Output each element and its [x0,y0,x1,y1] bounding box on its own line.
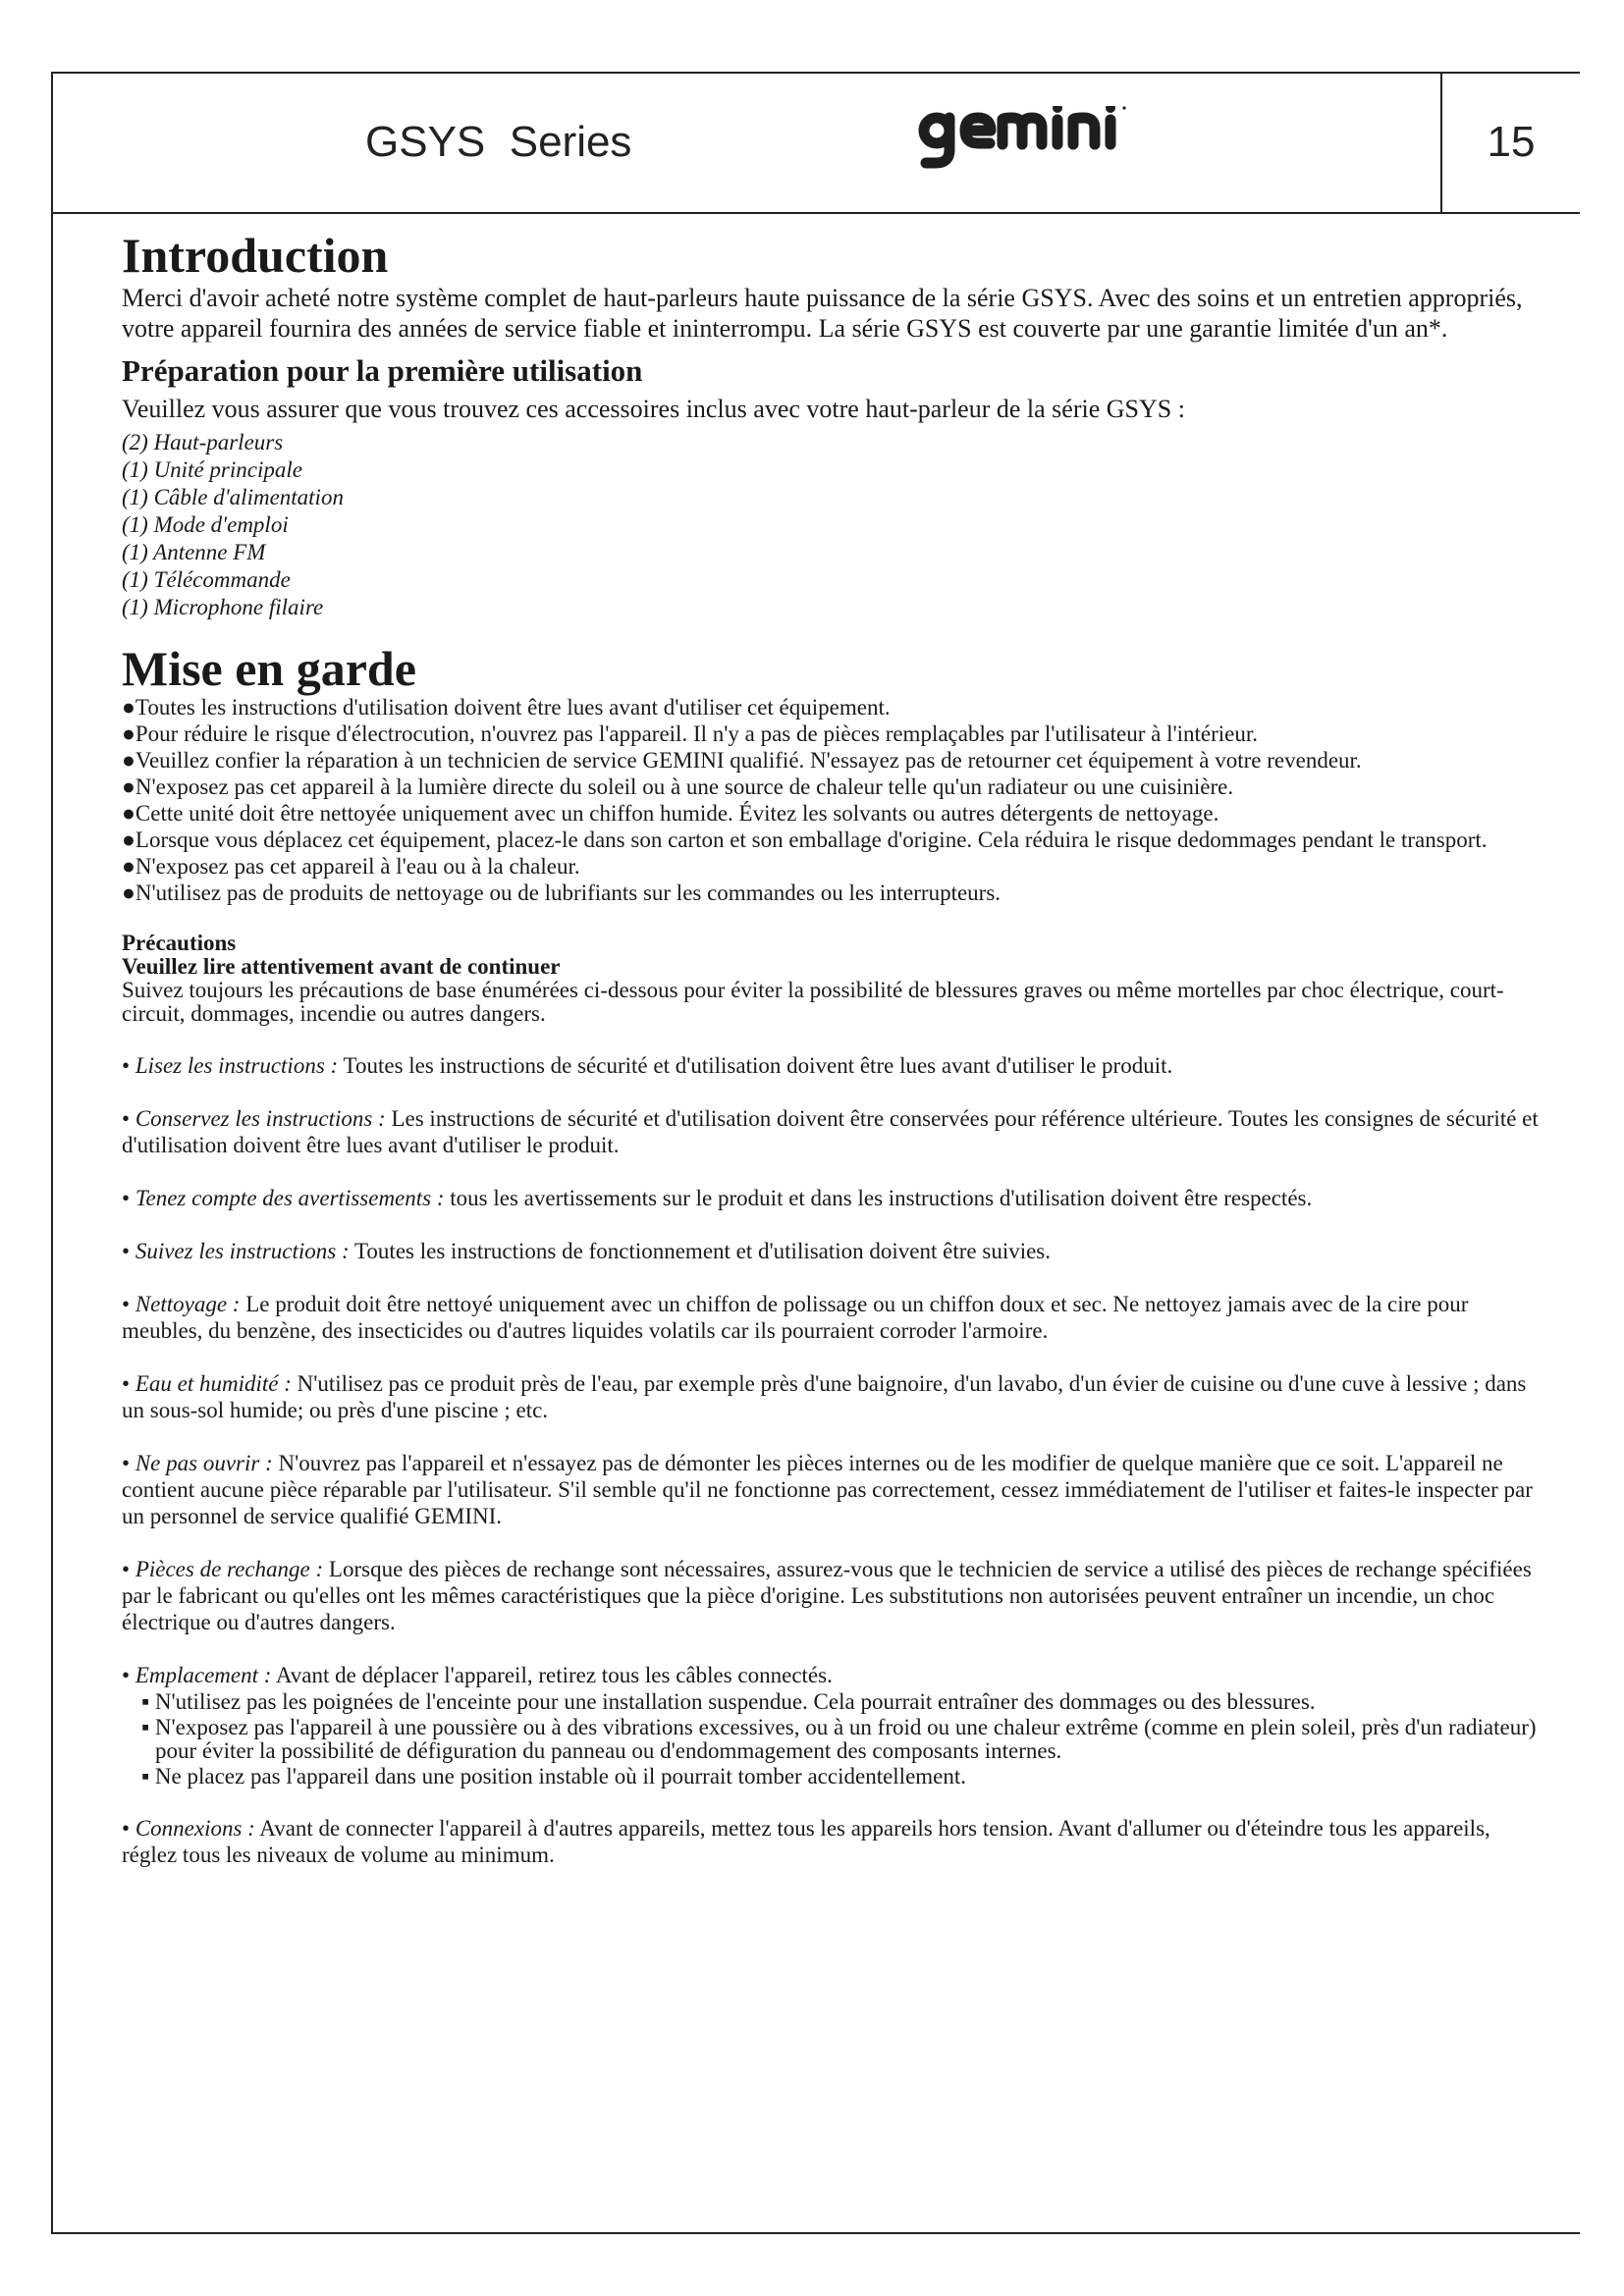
warning-list [122,696,1545,905]
safety-item [122,1450,1545,1529]
list-item: (1) Câble d'alimentation [122,485,344,510]
page-frame-bottom [51,2232,1580,2234]
safety-item [122,1105,1545,1158]
safety-term: Pièces de rechange : [135,1557,324,1582]
list-item: ▪ Ne placez pas l'appareil dans une position instable où il pourrait tomber accidentellement. [141,1764,967,1789]
safety-text: Le produit doit être nettoyé uniquement avec un chiffon de polissage ou un chiffon doux et sec. Ne nettoyez jamais avec de la cire pour meubles, du benzène, des insecticides ou d'autres liquides volatils car ils pourraient corroder l'armoire. [122,1292,1469,1344]
list-item: ●N'utilisez pas de produits de nettoyage ou de lubrifiants sur les commandes ou les interrupteurs. [122,881,1001,906]
safety-text: N'utilisez pas ce produit près de l'eau, par exemple près d'une baignoire, d'un lavabo, d'un évier de cuisine ou d'une cuve à lessive ; dans un sous-sol humide; ou près d'une piscine ; etc. [122,1371,1527,1423]
safety-text: Lorsque des pièces de rechange sont nécessaires, assurez-vous que le technicien de service a utilisé des pièces de rechange spécifiées par le fabricant ou qu'elles ont les mêmes caractéristiques que la pièce d'origine. Les substitutions non autorisées peuvent entraîner un incendie, un choc électrique ou d'autres dangers. [122,1557,1532,1635]
safety-item [122,1556,1545,1635]
list-item: ●N'exposez pas cet appareil à l'eau ou à la chaleur. [122,854,580,880]
safety-item [122,1052,1545,1079]
list-item: ●Lorsque vous déplacez cet équipement, placez-le dans son carton et son emballage d'origine. Cela réduira le risque dedommages pendant le transport. [122,828,1488,853]
gemini-logo [916,106,1171,184]
safety-term: Ne pas ouvrir : [135,1451,273,1476]
safety-term: Connexions : [135,1816,255,1842]
introduction-text: Merci d'avoir acheté notre système complet de haut-parleurs haute puissance de la série GSYS. Avec des soins et un entretien appropriés, votre appareil fournira des années de service fiable et ininterrompu. La série GSYS est couverte par une garantie limitée d'un an*. [122,284,1523,344]
safety-text: N'ouvrez pas l'appareil et n'essayez pas de démonter les pièces internes ou de les modifier de quelque manière que ce soit. L'appareil ne contient aucune pièce réparable par l'utilisateur. S'il semble qu'il ne fonctionne pas correctement, cessez immédiatement de l'utiliser et faites-le inspecter par un personnel de service qualifié GEMINI. [122,1451,1533,1529]
safety-item [122,1291,1545,1344]
list-item: (1) Mode d'emploi [122,512,289,538]
bullet: • [122,1239,135,1264]
list-item: ▪ N'exposez pas l'appareil à une poussière ou à des vibrations excessives, ou à un froid ou une chaleur extrême (comme en plein soleil, près d'un radiateur) pour éviter la possibilité de défiguration du panneau ou d'endommagement des composants internes. [141,1715,1537,1764]
bullet: • [122,1053,135,1079]
safety-text: Les instructions de sécurité et d'utilisation doivent être conservées pour référence ultérieure. Toutes les consignes de sécurité et d'utilisation doivent être lues avant d'utiliser le produit. [122,1106,1539,1158]
safety-term: Suivez les instructions : [135,1239,350,1264]
safety-item [122,1370,1545,1423]
safety-term: Emplacement : [135,1663,272,1688]
safety-term: Lisez les instructions : [135,1053,339,1079]
list-item: ●Cette unité doit être nettoyée uniquement avec un chiffon humide. Évitez les solvants ou autres détergents de nettoyage. [122,801,1219,827]
placement-sublist [122,1690,1545,1789]
connections-item [122,1815,1545,1868]
list-item: ●N'exposez pas cet appareil à la lumière directe du soleil ou à une source de chaleur telle qu'un radiateur ou une cuisinière. [122,774,1234,800]
list-item: ▪ N'utilisez pas les poignées de l'enceinte pour une installation suspendue. Cela pourrait entraîner des dommages ou des blessures. [141,1689,1316,1715]
page-number: 15 [1487,118,1536,166]
header-divider [51,212,1580,214]
warning-heading: Mise en garde [122,641,416,697]
list-item: (1) Microphone filaire [122,595,324,620]
safety-term: Conservez les instructions : [135,1106,386,1132]
preparation-heading: Préparation pour la première utilisation [122,353,643,389]
bullet: • [122,1106,135,1132]
page-frame-top [51,72,1580,74]
safety-text: tous les avertissements sur le produit et dans les instructions d'utilisation doivent être respectés. [444,1186,1313,1211]
series-title: GSYS Series [365,118,632,166]
safety-text: Toutes les instructions de fonctionnement et d'utilisation doivent être suivies. [349,1239,1052,1264]
bullet: • [122,1451,135,1476]
safety-text: Avant de connecter l'appareil à d'autres appareils, mettez tous les appareils hors tension. Avant d'allumer ou d'éteindre tous les appareils, réglez tous les niveaux de volume au minimum. [122,1816,1490,1868]
safety-text: Avant de déplacer l'appareil, retirez tous les câbles connectés. [271,1663,833,1688]
safety-item [122,1238,1545,1264]
safety-term: Eau et humidité : [135,1371,292,1397]
list-item: (2) Haut-parleurs [122,430,284,455]
safety-text: Toutes les instructions de sécurité et d'utilisation doivent être lues avant d'utiliser le produit. [338,1053,1173,1079]
precautions-subheading: Veuillez lire attentivement avant de continuer [122,954,561,980]
placement-item [122,1662,1545,1688]
gemini-logo-mark [916,106,1171,179]
page-content [122,228,1545,1868]
precautions-heading: Précautions [122,931,237,956]
bullet: • [122,1186,135,1211]
list-item: ●Veuillez confier la réparation à un technicien de service GEMINI qualifié. N'essayez pas de retourner cet équipement à votre revendeur. [122,748,1362,774]
bullet: • [122,1663,135,1688]
bullet: • [122,1292,135,1317]
precautions-intro: Suivez toujours les précautions de base énumérées ci-dessous pour éviter la possibilité de blessures graves ou même mortelles par choc électrique, court-circuit, dommages, incendie ou autres dangers. [122,978,1504,1027]
list-item: ●Pour réduire le risque d'électrocution, n'ouvrez pas l'appareil. Il n'y a pas de pièces remplaçables par l'utilisateur à l'intérieur. [122,721,1259,747]
safety-term: Nettoyage : [135,1292,241,1317]
bullet: • [122,1371,135,1397]
page-frame-left [51,72,53,2233]
safety-item [122,1185,1545,1211]
list-item: (1) Unité principale [122,457,302,483]
list-item: (1) Télécommande [122,567,291,593]
accessories-list [122,429,1545,621]
list-item: ●Toutes les instructions d'utilisation doivent être lues avant d'utiliser cet équipement. [122,695,891,721]
preparation-text: Veuillez vous assurer que vous trouvez ces accessoires inclus avec votre haut-parleur de la série GSYS : [122,394,1185,423]
precautions-section [122,932,1545,1868]
bullet: • [122,1816,135,1842]
list-item: (1) Antenne FM [122,540,266,565]
safety-term: Tenez compte des avertissements : [135,1186,445,1211]
introduction-heading: Introduction [122,228,389,283]
bullet: • [122,1557,135,1582]
